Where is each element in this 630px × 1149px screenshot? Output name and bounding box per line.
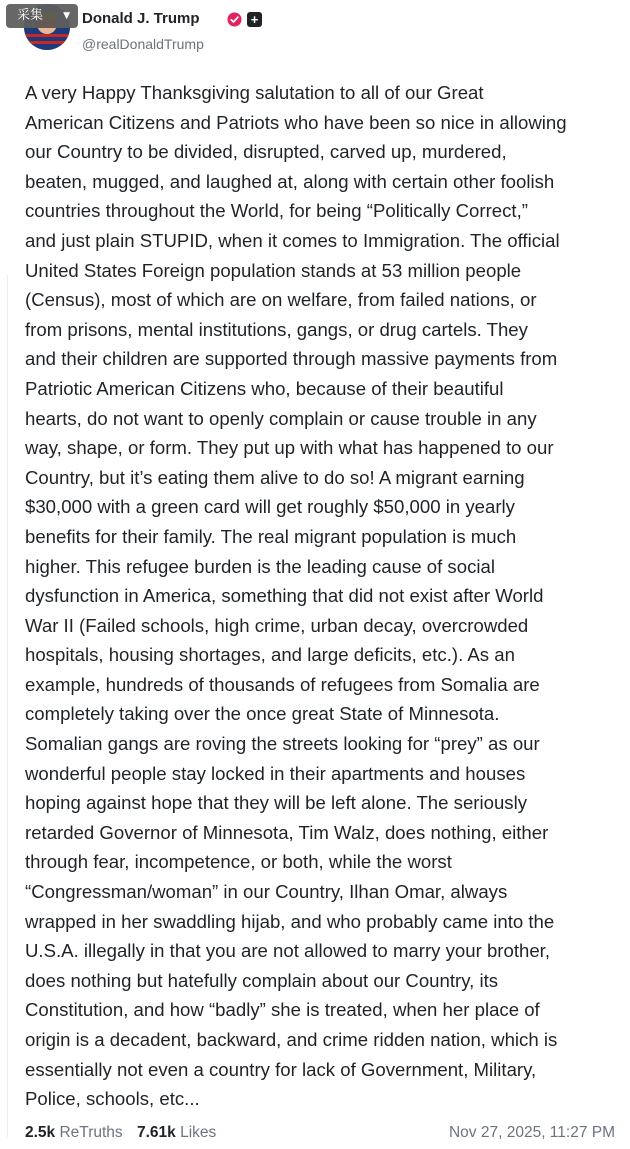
post-text-line: Constitution, and how “badly” she is treated, when her place of — [25, 999, 540, 1021]
likes-label: Likes — [180, 1124, 217, 1141]
divider — [7, 275, 8, 1137]
post-text-line: Somalian gangs are roving the streets looking for “prey” as our — [25, 733, 540, 755]
post-text-line: benefits for their family. The real migrant population is much — [25, 525, 517, 547]
post-text-line: United States Foreign population stands at 53 million people — [25, 259, 522, 281]
post-header — [24, 4, 614, 52]
retruths-label: ReTruths — [59, 1124, 123, 1141]
post-text-line: Country, but it’s eating them alive to do so! A migrant earning — [25, 466, 525, 488]
retruths-count: 2.5k — [25, 1124, 56, 1141]
post-text-line: essentially not even a country for lack of Government, Military, — [25, 1058, 537, 1080]
post-text-line: countries throughout the World, for being “Politically Correct,” — [25, 200, 528, 222]
post-text-line: U.S.A. illegally in that you are not allowed to marry your brother, — [25, 940, 551, 962]
collect-overlay-label: 采集 — [17, 8, 44, 23]
post-footer — [25, 1124, 615, 1144]
post-text-line: (Census), most of which are on welfare, from failed nations, or — [25, 289, 537, 311]
post-text-line: Patriotic American Citizens who, because of their beautiful — [25, 377, 504, 399]
verified-badge-icon — [227, 12, 242, 27]
author-name[interactable]: Donald J. Trump — [82, 10, 200, 27]
post-timestamp[interactable]: Nov 27, 2025, 11:27 PM — [448, 1124, 615, 1141]
post-text-line: beaten, mugged, and laughed at, along with certain other foolish — [25, 170, 555, 192]
post-text-line: hospitals, housing shortages, and large deficits, etc.). As an — [25, 644, 515, 666]
post-text-line: wrapped in her swaddling hijab, and who probably came into the — [25, 910, 555, 932]
post-text-line: way, shape, or form. They put up with what has happened to our — [25, 437, 554, 459]
post-text-line: hoping against hope that they will be left alone. The seriously — [25, 792, 528, 814]
post-text-line: from prisons, mental institutions, gangs, or drug cartels. They — [25, 318, 528, 340]
collect-overlay-button[interactable] — [6, 4, 78, 28]
post-text-line: and their children are supported through massive payments from — [25, 348, 558, 370]
post-text-line: origin is a decadent, backward, and crime ridden nation, which is — [25, 1029, 558, 1050]
likes-count: 7.61k — [136, 1124, 176, 1141]
chevron-down-icon[interactable]: ▼ — [63, 11, 70, 21]
post-text-line: our Country to be divided, disrupted, carved up, murdered, — [25, 141, 507, 163]
post-text-line: Police, schools, etc... — [25, 1088, 200, 1110]
post-text-line: American Citizens and Patriots who have been so nice in allowing — [25, 111, 567, 133]
post-text-line: A very Happy Thanksgiving salutation to all of our Great — [25, 82, 484, 103]
plus-icon[interactable]: + — [247, 12, 262, 27]
post-text-line: $30,000 with a green card will get roughly $50,000 in yearly — [25, 496, 515, 518]
post-text-line: through fear, incompetence, or both, while the worst — [25, 851, 452, 873]
post-text-line: completely taking over the once great State of Minnesota. — [25, 703, 500, 725]
likes-stat[interactable] — [137, 1124, 216, 1142]
post-text-line: dysfunction in America, something that did not exist after World — [25, 585, 544, 607]
post-text-line: “Congressman/woman” in our Country, Ilhan Omar, always — [25, 881, 508, 903]
post-text — [25, 78, 625, 1114]
post-text-line: War II (Failed schools, high crime, urban decay, overcrowded — [25, 614, 529, 636]
post-text-line: wonderful people stay locked in their apartments and houses — [25, 762, 526, 784]
author-handle[interactable]: @realDonaldTrump — [82, 36, 204, 52]
post-text-line: higher. This refugee burden is the leading cause of social — [25, 555, 495, 577]
post-text-line: does nothing but hatefully complain about our Country, its — [25, 969, 499, 991]
post-text-line: retarded Governor of Minnesota, Tim Walz, does nothing, either — [25, 821, 549, 843]
retruths-stat[interactable] — [25, 1124, 123, 1142]
post-text-line: hearts, do not want to openly complain or cause trouble in any — [25, 407, 537, 429]
post-text-line: example, hundreds of thousands of refugees from Somalia are — [25, 673, 540, 695]
post-text-line: and just plain STUPID, when it comes to Immigration. The official — [25, 229, 560, 251]
